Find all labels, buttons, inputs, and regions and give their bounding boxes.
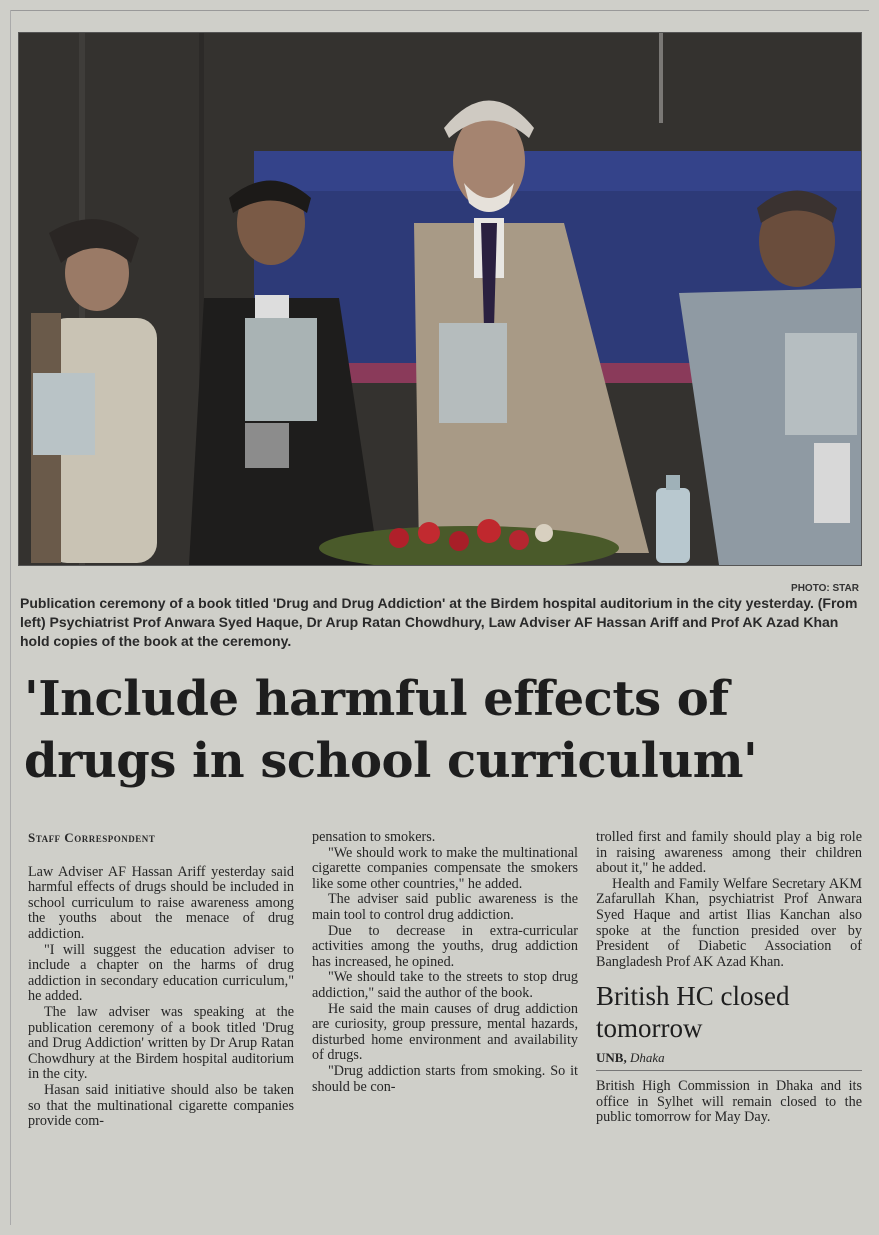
left-rule — [10, 10, 11, 1225]
paragraph: Law Adviser AF Hassan Ariff yesterday said harmful effects of drugs should be included in school curriculum to raise awareness among the youths about the menace of drug addiction. — [28, 863, 294, 942]
article-column-2 — [312, 830, 578, 1095]
sidebar-byline — [596, 1050, 862, 1071]
article-column-3 — [596, 830, 862, 1126]
paragraph: "I will suggest the education adviser to include a chapter on the harms of drug addiction in secondary education curriculum," he added. — [28, 941, 294, 1005]
paragraph: pensation to smokers. — [312, 829, 436, 845]
paragraph: Health and Family Welfare Secretary AKM Zafarullah Khan, psychiatrist Prof Anwara Syed Haque and artist Ilias Kanchan also spoke at the function presided over by President of Diabetic Association of Bangladesh Prof AK Azad Khan. — [596, 875, 862, 970]
photo-caption: Publication ceremony of a book titled 'Drug and Drug Addiction' at the Birdem hospital auditorium in the city yesterday. (From left) Psychiatrist Prof Anwara Syed Haque, Dr Arup Ratan Chowdhury, Law Adviser AF Hassan Ariff and Prof AK Azad Khan hold copies of the book at the ceremony. — [20, 595, 858, 649]
news-photo — [18, 32, 862, 566]
sidebar-agency: UNB, — [596, 1050, 627, 1066]
photo-credit: PHOTO: STAR — [791, 583, 859, 594]
paragraph: The adviser said public awareness is the main tool to control drug addiction. — [312, 891, 578, 923]
paragraph: The law adviser was speaking at the publication ceremony of a book titled 'Drug and Drug Addiction' written by Dr Arup Ratan Chowdhury at the Birdem hospital auditorium in the city. — [28, 1003, 294, 1083]
sidebar-body: British High Commission in Dhaka and its office in Sylhet will remain closed to the public tomorrow for May Day. — [596, 1077, 862, 1126]
photo-illustration — [19, 33, 861, 565]
paragraph: trolled first and family should play a big role in raising awareness among their children about it," he added. — [596, 829, 862, 877]
paragraph: "We should take to the streets to stop drug addiction," said the author of the book. — [312, 969, 578, 1001]
paragraph: Due to decrease in extra-curricular activities among the youths, drug addiction has increased, he opined. — [312, 922, 578, 970]
sidebar-title: British HC closed tomorrow — [596, 981, 790, 1044]
headline: 'Include harmful effects of drugs in school curriculum' — [24, 671, 758, 789]
paragraph: He said the main causes of drug addiction are curiosity, group pressure, mental hazards, disturbed home environment and availability of drugs. — [312, 1000, 578, 1064]
top-rule — [10, 10, 869, 11]
sidebar-story — [596, 980, 862, 1125]
byline: Staff Correspondent — [28, 830, 156, 845]
sidebar-place: Dhaka — [629, 1050, 665, 1066]
paragraph: "We should work to make the multinational cigarette companies compensate the smokers like some other countries," he added. — [312, 844, 578, 892]
paragraph: "Drug addiction starts from smoking. So it should be con- — [312, 1062, 578, 1095]
paragraph: Hasan said initiative should also be taken so that the multinational cigarette companies provide com- — [28, 1081, 294, 1130]
article-column-1 — [28, 830, 294, 1130]
